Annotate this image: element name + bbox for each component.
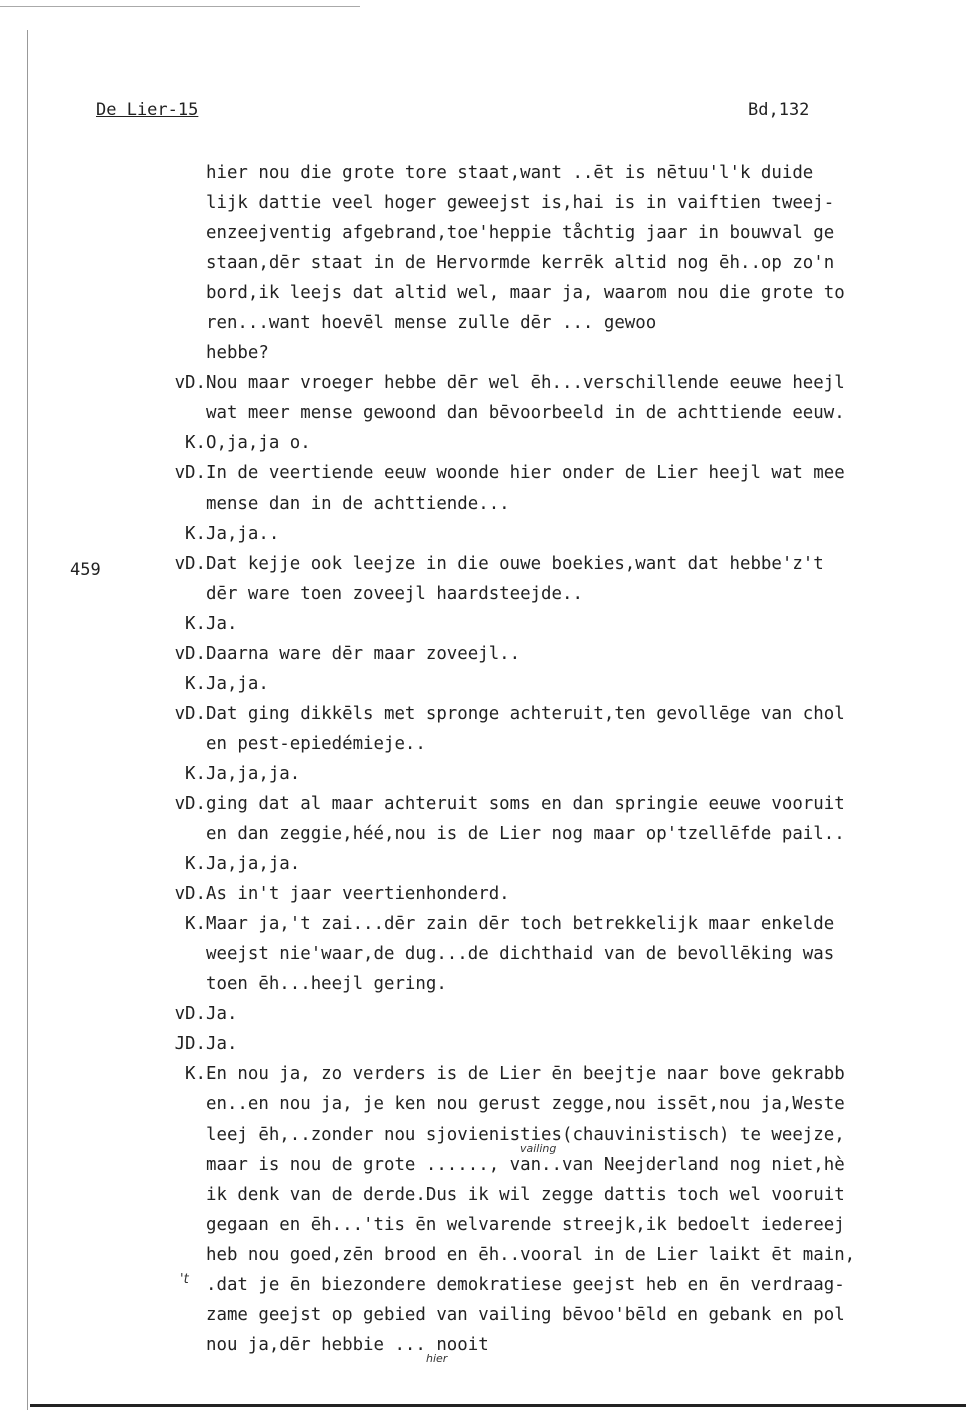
- transcript-line: [150, 639, 966, 669]
- line-text: ik denk van de derde.Dus ik wil zegge dattis toch wel vooruit: [206, 1184, 845, 1205]
- line-text: zame geejst op gebied van vailing bēvoo'bēld en gebank en pol: [206, 1304, 845, 1325]
- speaker-label: vD.: [174, 553, 206, 574]
- transcript-line: [150, 669, 966, 699]
- transcript-line: [150, 1210, 966, 1240]
- transcript-line: [150, 428, 966, 458]
- speaker-label: K.: [185, 523, 206, 544]
- transcript-line: [150, 248, 966, 278]
- line-text: en..en nou ja, je ken nou gerust zegge,nou issēt,nou ja,Weste: [206, 1094, 845, 1115]
- speaker-label: K.: [185, 763, 206, 784]
- speaker-label: vD.: [174, 703, 206, 724]
- transcript-line: [150, 519, 966, 549]
- transcript-line: [150, 1180, 966, 1210]
- speaker-label: K.: [185, 914, 206, 935]
- speaker-label: K.: [185, 433, 206, 454]
- line-text: weejst nie'waar,de dug...de dichthaid van de bevollēking was: [206, 944, 835, 965]
- transcript-line: [150, 939, 966, 969]
- transcript-body: [150, 158, 966, 1360]
- handwritten-annotation-hier: hier: [426, 1352, 448, 1365]
- transcript-line: [150, 609, 966, 639]
- line-text: ging dat al maar achteruit soms en dan springie eeuwe vooruit: [206, 793, 845, 814]
- handwritten-annotation-t: 't: [180, 1272, 189, 1287]
- transcript-line: [150, 278, 966, 308]
- transcript-line: [150, 1270, 966, 1300]
- line-text: Dat ging dikkēls met spronge achteruit,ten gevollēge van chol: [206, 703, 845, 724]
- transcript-line: [150, 218, 966, 248]
- line-text: Dat kejje ook leejze in die ouwe boekies,want dat hebbe'z't: [206, 553, 824, 574]
- line-text: en pest-epiedémieje..: [206, 733, 426, 754]
- speaker-label: vD.: [174, 643, 206, 664]
- line-text: Ja,ja.: [206, 673, 269, 694]
- line-text: Daarna ware dēr maar zoveejl..: [206, 643, 521, 664]
- transcript-line: [150, 819, 966, 849]
- document-title: De Lier-15: [96, 100, 199, 120]
- line-text: Ja.: [206, 613, 238, 634]
- speaker-label: K.: [185, 854, 206, 875]
- transcript-line: [150, 579, 966, 609]
- handwritten-annotation-vailing: vailing: [520, 1142, 557, 1155]
- transcript-line: [150, 879, 966, 909]
- line-text: wat meer mense gewoond dan bēvoorbeeld in de achttiende eeuw.: [206, 403, 845, 424]
- speaker-label: vD.: [174, 373, 206, 394]
- line-text: En nou ja, zo verders is de Lier ēn beejtje naar bove gekrabb: [206, 1064, 845, 1085]
- transcript-line: [150, 158, 966, 188]
- transcript-line: [150, 1300, 966, 1330]
- line-text: gegaan en ēh...'tis ēn welvarende streejk,ik bedoelt iedereej: [206, 1214, 845, 1235]
- line-text: nou ja,dēr hebbie ... nooit: [206, 1334, 489, 1355]
- line-text: leej ēh,..zonder nou sjovienisties(chauvinistisch) te weejze,: [206, 1124, 845, 1145]
- transcript-line: [150, 458, 966, 488]
- transcript-line: [150, 338, 966, 368]
- line-text: en dan zeggie,héé,nou is de Lier nog maar op'tzellēfde pail..: [206, 824, 845, 845]
- margin-number: 459: [70, 560, 101, 580]
- bottom-rule: [30, 1404, 966, 1407]
- transcript-line: [150, 489, 966, 519]
- line-text: heb nou goed,zēn brood en ēh..vooral in de Lier laikt ēt main,: [206, 1244, 856, 1265]
- transcript-line: [150, 549, 966, 579]
- line-text: Ja.: [206, 1034, 238, 1055]
- line-text: hebbe?: [206, 343, 269, 364]
- transcript-line: [150, 188, 966, 218]
- speaker-label: K.: [185, 1064, 206, 1085]
- transcript-line: [150, 1029, 966, 1059]
- speaker-label: JD.: [174, 1034, 206, 1055]
- line-text: Ja,ja..: [206, 523, 280, 544]
- transcript-line: [150, 308, 966, 338]
- speaker-label: vD.: [174, 463, 206, 484]
- line-text: Maar ja,'t zai...dēr zain dēr toch betrekkelijk maar enkelde: [206, 914, 835, 935]
- transcript-line: [150, 398, 966, 428]
- transcript-line: [150, 1150, 966, 1180]
- transcript-line: [150, 1240, 966, 1270]
- line-text: .dat je ēn biezondere demokratiese geejst heb en ēn verdraag-: [206, 1274, 845, 1295]
- line-text: maar is nou de grote ......, van..van Neejderland nog niet,hè: [206, 1154, 845, 1175]
- line-text: Nou maar vroeger hebbe dēr wel ēh...verschillende eeuwe heejl: [206, 373, 845, 394]
- line-text: bord,ik leejs dat altid wel, maar ja, waarom nou die grote to: [206, 283, 845, 304]
- transcript-line: [150, 999, 966, 1029]
- line-text: lijk dattie veel hoger geweejst is,hai is in vaiftien tweej-: [206, 193, 835, 214]
- line-text: mense dan in de achttiende...: [206, 493, 510, 514]
- speaker-label: vD.: [174, 793, 206, 814]
- speaker-label: vD.: [174, 1004, 206, 1025]
- line-text: As in't jaar veertienhonderd.: [206, 884, 510, 905]
- transcript-line: [150, 699, 966, 729]
- line-text: hier nou die grote tore staat,want ..ēt is nētuu'l'k duide: [206, 163, 814, 183]
- line-text: Ja,ja,ja.: [206, 763, 301, 784]
- transcript-line: [150, 1120, 966, 1150]
- transcript-line: [150, 849, 966, 879]
- speaker-label: K.: [185, 673, 206, 694]
- transcript-line: [150, 729, 966, 759]
- line-text: toen ēh...heejl gering.: [206, 974, 447, 995]
- line-text: staan,dēr staat in de Hervormde kerrēk altid nog ēh..op zo'n: [206, 253, 835, 274]
- transcript-line: [150, 789, 966, 819]
- line-text: O,ja,ja o.: [206, 433, 311, 454]
- transcript-line: [150, 1330, 966, 1360]
- transcript-line: [150, 969, 966, 999]
- transcript-line: [150, 909, 966, 939]
- line-text: Ja.: [206, 1004, 238, 1025]
- line-text: dēr ware toen zoveejl haardsteejde..: [206, 583, 583, 604]
- transcript-line: [150, 1059, 966, 1089]
- line-text: ren...want hoevēl mense zulle dēr ... gewoo: [206, 313, 657, 334]
- transcript-line: [150, 1089, 966, 1119]
- line-text: Ja,ja,ja.: [206, 854, 301, 875]
- speaker-label: K.: [185, 613, 206, 634]
- page-reference: Bd,132: [748, 100, 810, 120]
- transcript-line: [150, 368, 966, 398]
- speaker-label: vD.: [174, 884, 206, 905]
- top-rule: [0, 6, 360, 7]
- line-text: In de veertiende eeuw woonde hier onder de Lier heejl wat mee: [206, 463, 845, 484]
- line-text: enzeejventig afgebrand,toe'heppie tåchtig jaar in bouwval ge: [206, 223, 835, 244]
- transcript-line: [150, 759, 966, 789]
- left-margin-rule: [27, 30, 28, 1410]
